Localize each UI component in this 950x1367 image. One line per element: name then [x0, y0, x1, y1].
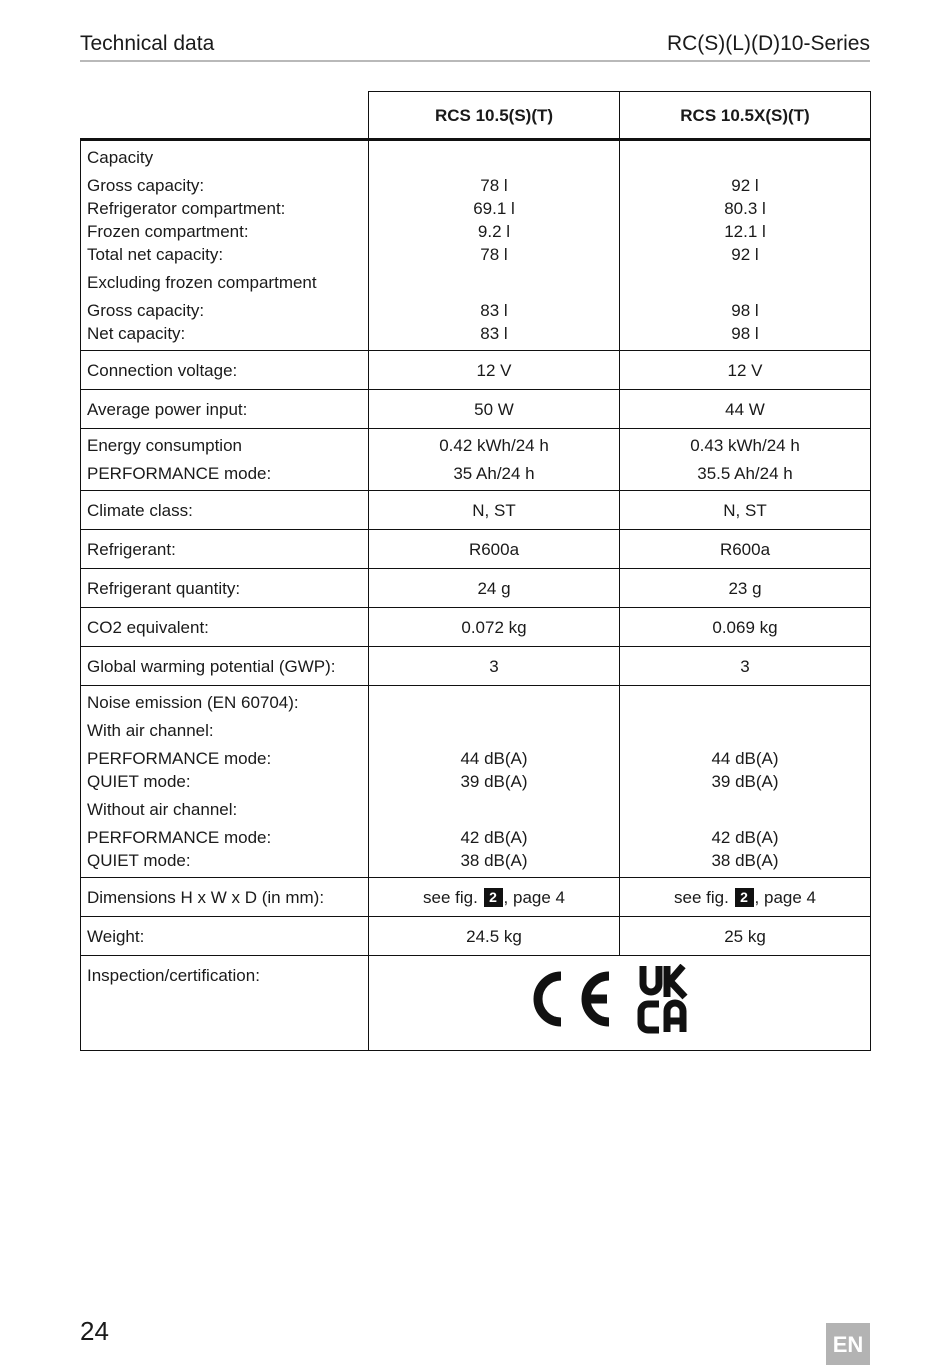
noise-emission-heading: Noise emission (EN 60704): — [87, 693, 299, 712]
noise-without-perf-value: 42 dB(A) — [711, 828, 779, 847]
noise-with-quiet-value: 39 dB(A) — [711, 772, 779, 791]
quiet-mode-label: QUIET mode: — [87, 772, 191, 791]
capacity-values-1 — [369, 140, 620, 351]
climate-class-value-2: N, ST — [620, 491, 871, 530]
dimensions-ref-2 — [620, 878, 871, 917]
language-badge: EN — [826, 1323, 870, 1365]
gwp-value-1: 3 — [369, 647, 620, 686]
weight-row — [81, 917, 871, 956]
certification-label: Inspection/certification: — [81, 956, 369, 1051]
section-title: Technical data — [80, 32, 215, 55]
energy-ah-value: 35.5 Ah/24 h — [697, 464, 793, 483]
certification-row — [81, 956, 871, 1051]
average-power-value-1: 50 W — [369, 390, 620, 429]
energy-consumption-label: Energy consumption — [87, 436, 242, 455]
energy-kwh-value: 0.43 kWh/24 h — [690, 436, 800, 455]
frozen-compartment-label: Frozen compartment: — [87, 222, 249, 241]
noise-with-quiet-value: 39 dB(A) — [460, 772, 528, 791]
excl-net-capacity-value: 98 l — [731, 324, 759, 343]
weight-label: Weight: — [81, 917, 369, 956]
weight-value-2: 25 kg — [620, 917, 871, 956]
capacity-values-2 — [620, 140, 871, 351]
energy-consumption-row — [81, 429, 871, 491]
page-ref-text: , page 4 — [503, 888, 565, 907]
average-power-row — [81, 390, 871, 429]
refrigerant-value-1: R600a — [369, 530, 620, 569]
dimensions-row — [81, 878, 871, 917]
connection-voltage-value-2: 12 V — [620, 351, 871, 390]
capacity-row — [81, 140, 871, 351]
energy-kwh-value: 0.42 kWh/24 h — [439, 436, 549, 455]
climate-class-value-1: N, ST — [369, 491, 620, 530]
dimensions-label: Dimensions H x W x D (in mm): — [81, 878, 369, 917]
see-fig-text: see fig. — [423, 888, 478, 907]
noise-with-perf-value: 44 dB(A) — [460, 749, 528, 768]
weight-value-1: 24.5 kg — [369, 917, 620, 956]
fridge-compartment-label: Refrigerator compartment: — [87, 199, 286, 218]
excluding-frozen-heading: Excluding frozen compartment — [87, 273, 317, 292]
refrigerant-quantity-value-2: 23 g — [620, 569, 871, 608]
excl-gross-capacity-label: Gross capacity: — [87, 301, 205, 320]
table-header-row — [81, 92, 871, 140]
see-fig-text: see fig. — [674, 888, 729, 907]
ukca-mark-icon — [641, 966, 685, 1032]
total-net-capacity-value: 92 l — [731, 245, 759, 264]
noise-emission-values-1 — [369, 686, 620, 878]
co2-equivalent-row — [81, 608, 871, 647]
energy-ah-value: 35 Ah/24 h — [453, 464, 535, 483]
noise-emission-row — [81, 686, 871, 878]
capacity-labels — [81, 140, 369, 351]
connection-voltage-row — [81, 351, 871, 390]
capacity-heading: Capacity — [87, 148, 154, 167]
co2-equivalent-value-1: 0.072 kg — [369, 608, 620, 647]
gross-capacity-value: 92 l — [731, 176, 759, 195]
energy-consumption-values-1 — [369, 429, 620, 491]
excl-gross-capacity-value: 98 l — [731, 301, 759, 320]
refrigerant-row — [81, 530, 871, 569]
figure-number-badge[interactable]: 2 — [735, 888, 754, 907]
excl-net-capacity-value: 83 l — [480, 324, 508, 343]
energy-mode-label: PERFORMANCE mode: — [87, 464, 272, 483]
blank-header-cell — [81, 92, 369, 140]
gwp-label: Global warming potential (GWP): — [81, 647, 369, 686]
model-header-1: RCS 10.5(S)(T) — [369, 92, 620, 140]
climate-class-row — [81, 491, 871, 530]
noise-emission-labels — [81, 686, 369, 878]
connection-voltage-label: Connection voltage: — [81, 351, 369, 390]
gwp-row — [81, 647, 871, 686]
series-title: RC(S)(L)(D)10-Series — [666, 32, 870, 55]
technical-data-table — [80, 91, 871, 1051]
certification-marks — [369, 956, 871, 1051]
dimensions-ref-1 — [369, 878, 620, 917]
model-header-2: RCS 10.5X(S)(T) — [620, 92, 871, 140]
with-air-channel-label: With air channel: — [87, 721, 214, 740]
refrigerant-value-2: R600a — [620, 530, 871, 569]
noise-with-perf-value: 44 dB(A) — [711, 749, 779, 768]
frozen-compartment-value: 9.2 l — [477, 222, 511, 241]
performance-mode-label-2: PERFORMANCE mode: — [87, 828, 272, 847]
gross-capacity-value: 78 l — [480, 176, 508, 195]
gwp-value-2: 3 — [620, 647, 871, 686]
quiet-mode-label-2: QUIET mode: — [87, 851, 191, 870]
frozen-compartment-value: 12.1 l — [724, 222, 766, 241]
noise-without-quiet-value: 38 dB(A) — [711, 851, 779, 870]
performance-mode-label: PERFORMANCE mode: — [87, 749, 272, 768]
ce-mark-icon — [538, 976, 609, 1022]
total-net-capacity-value: 78 l — [480, 245, 508, 264]
total-net-capacity-label: Total net capacity: — [87, 245, 224, 264]
figure-number-badge[interactable]: 2 — [484, 888, 503, 907]
without-air-channel-label: Without air channel: — [87, 800, 238, 819]
energy-consumption-values-2 — [620, 429, 871, 491]
co2-equivalent-value-2: 0.069 kg — [620, 608, 871, 647]
fridge-compartment-value: 69.1 l — [473, 199, 515, 218]
ce-ukca-logo — [530, 964, 710, 1034]
noise-without-perf-value: 42 dB(A) — [460, 828, 528, 847]
page-number: 24 — [80, 1316, 109, 1346]
gross-capacity-label: Gross capacity: — [87, 176, 205, 195]
fridge-compartment-value: 80.3 l — [724, 199, 766, 218]
co2-equivalent-label: CO2 equivalent: — [81, 608, 369, 647]
average-power-value-2: 44 W — [620, 390, 871, 429]
page-header — [80, 30, 870, 62]
excl-gross-capacity-value: 83 l — [480, 301, 508, 320]
average-power-label: Average power input: — [81, 390, 369, 429]
refrigerant-quantity-row — [81, 569, 871, 608]
page-ref-text: , page 4 — [754, 888, 816, 907]
refrigerant-label: Refrigerant: — [81, 530, 369, 569]
refrigerant-quantity-label: Refrigerant quantity: — [81, 569, 369, 608]
climate-class-label: Climate class: — [81, 491, 369, 530]
refrigerant-quantity-value-1: 24 g — [369, 569, 620, 608]
excl-net-capacity-label: Net capacity: — [87, 324, 186, 343]
connection-voltage-value-1: 12 V — [369, 351, 620, 390]
energy-consumption-labels — [81, 429, 369, 491]
noise-without-quiet-value: 38 dB(A) — [460, 851, 528, 870]
noise-emission-values-2 — [620, 686, 871, 878]
